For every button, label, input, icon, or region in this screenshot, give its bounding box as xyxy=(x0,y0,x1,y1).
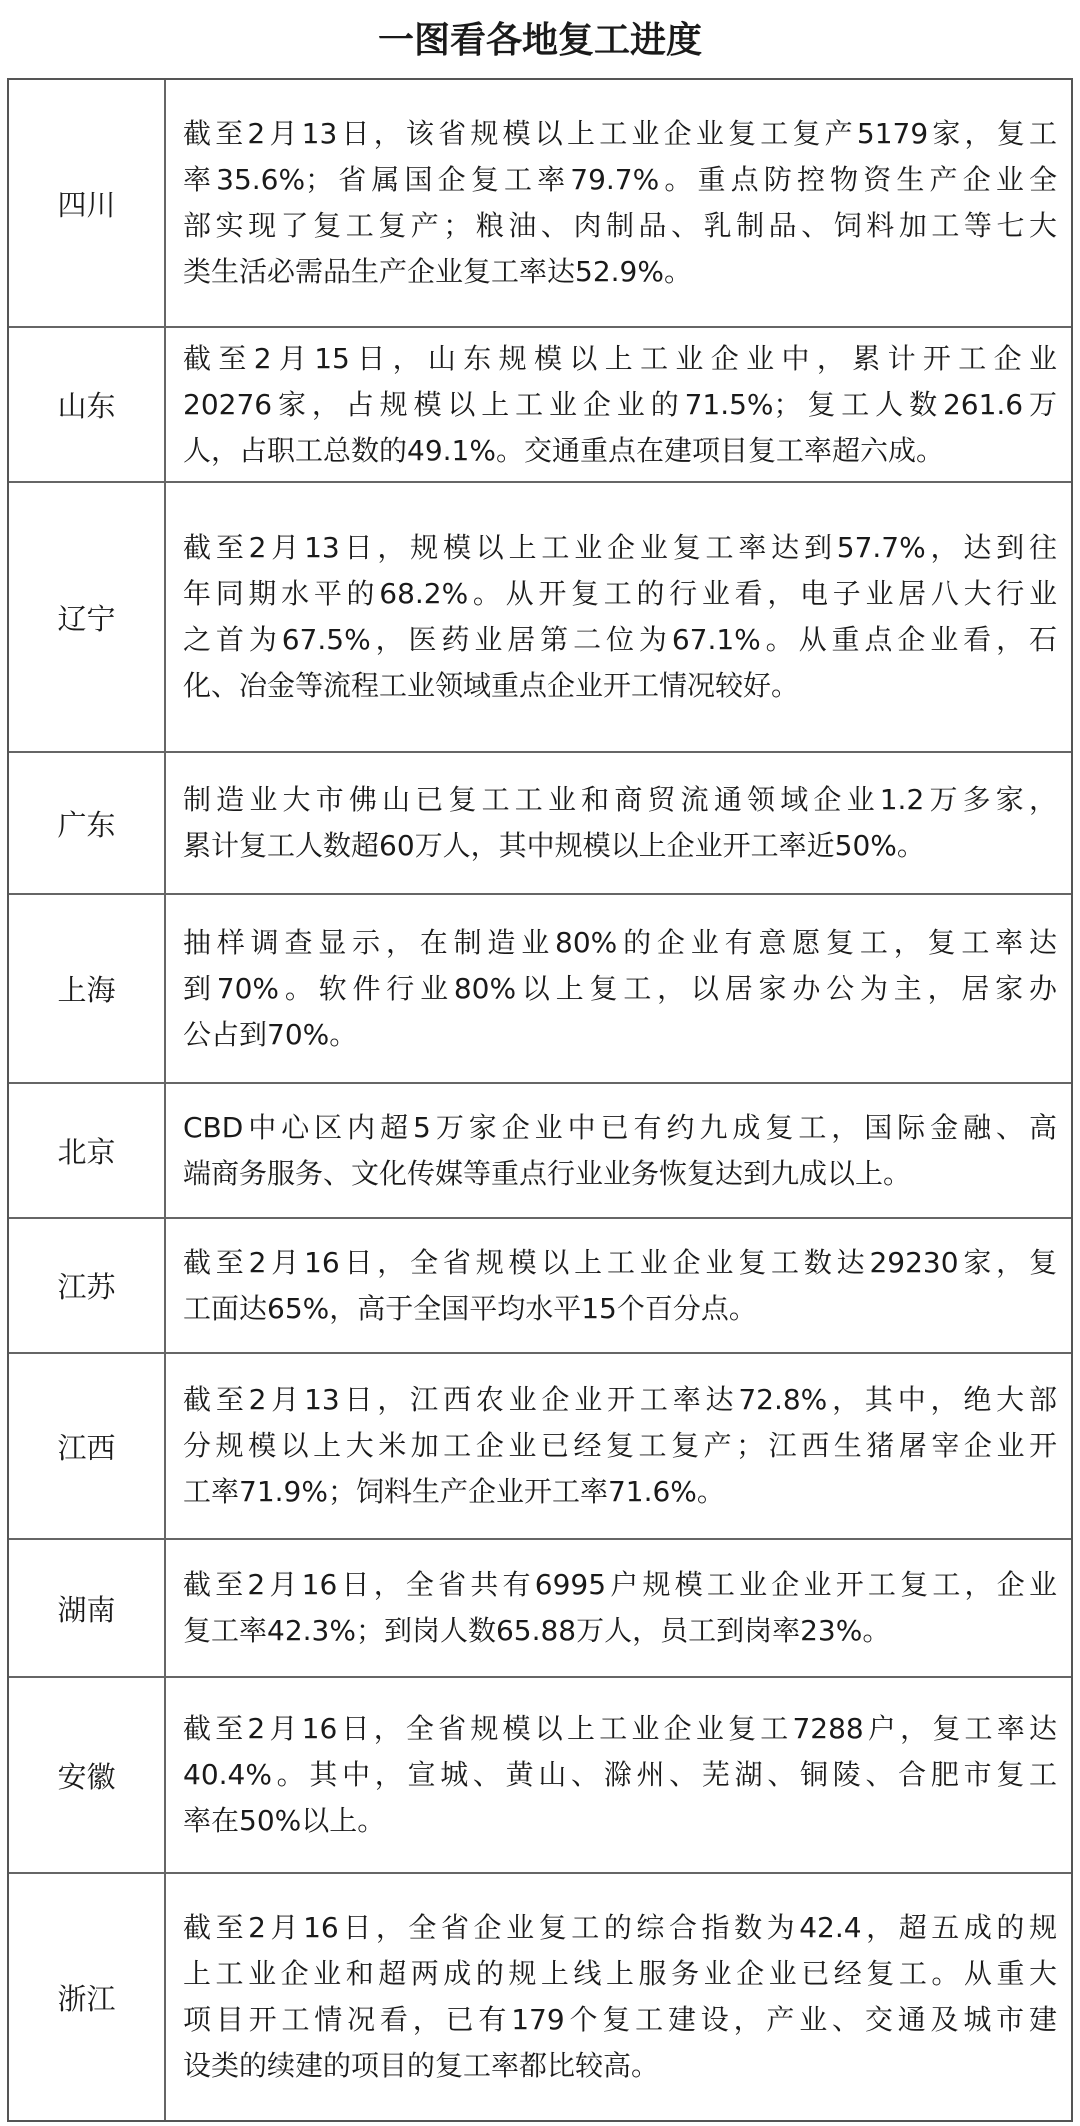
description-line: 化、冶金等流程工业领域重点企业开工情况较好。 xyxy=(183,669,800,702)
description-cell xyxy=(166,1678,1071,1872)
table-row xyxy=(9,1217,1071,1352)
description-line: 截至2月16日，全省规模以上工业企业复工7288户，复工率达 xyxy=(183,1712,1057,1745)
description-line: 截至2月16日，全省企业复工的综合指数为42.4，超五成的规 xyxy=(183,1911,1057,1944)
description-line: 到70%。软件行业80%以上复工，以居家办公为主，居家办 xyxy=(183,971,1057,1005)
province-cell: 江苏 xyxy=(9,1219,166,1352)
description-line: 上工业企业和超两成的规上线上服务业企业已经复工。从重大 xyxy=(183,1957,1057,1990)
description-line: 截至2月13日，规模以上工业企业复工率达到57.7%，达到往 xyxy=(183,531,1057,564)
description-cell xyxy=(166,1084,1071,1217)
description-line: 工率71.9%；饲料生产企业开工率71.6%。 xyxy=(183,1475,725,1508)
description-cell xyxy=(166,328,1071,481)
province-cell: 江西 xyxy=(9,1354,166,1538)
description-cell xyxy=(166,1540,1071,1676)
description-line: 40.4%。其中，宣城、黄山、滁州、芜湖、铜陵、合肥市复工 xyxy=(183,1758,1057,1791)
province-cell: 广东 xyxy=(9,753,166,893)
province-cell: 安徽 xyxy=(9,1678,166,1872)
description-line: 截至2月15日，山东规模以上工业企业中，累计开工企业 xyxy=(183,341,1057,375)
description-line: 类生活必需品生产企业复工率达52.9%。 xyxy=(183,255,692,288)
description-cell xyxy=(166,1219,1071,1352)
description-line: 制造业大市佛山已复工工业和商贸流通领域企业1.2万多家， xyxy=(183,783,1057,816)
description-line: 分规模以上大米加工企业已经复工复产；江西生猪屠宰企业开 xyxy=(183,1429,1057,1462)
table-row xyxy=(9,1676,1071,1872)
description-line: 累计复工人数超60万人，其中规模以上企业开工率近50%。 xyxy=(183,829,925,862)
description-line: 人，占职工总数的49.1%。交通重点在建项目复工率超六成。 xyxy=(183,433,944,467)
province-cell: 浙江 xyxy=(9,1874,166,2120)
table-row xyxy=(9,1872,1071,2120)
description-cell xyxy=(166,80,1071,326)
description-line: 率35.6%；省属国企复工率79.7%。重点防控物资生产企业全 xyxy=(183,163,1057,196)
description-line: 截至2月13日，江西农业企业开工率达72.8%，其中，绝大部 xyxy=(183,1383,1057,1416)
description-line: 工面达65%，高于全国平均水平15个百分点。 xyxy=(183,1291,757,1325)
page-title: 一图看各地复工进度 xyxy=(377,20,702,61)
description-line: 截至2月16日，全省共有6995户规模工业企业开工复工，企业 xyxy=(183,1568,1057,1601)
table-row xyxy=(9,326,1071,481)
description-line: 抽样调查显示，在制造业80%的企业有意愿复工，复工率达 xyxy=(183,925,1057,959)
table-row xyxy=(9,481,1071,751)
province-cell: 四川 xyxy=(9,80,166,326)
description-line: 项目开工情况看，已有179个复工建设，产业、交通及城市建 xyxy=(183,2003,1057,2036)
description-line: 20276家，占规模以上工业企业的71.5%；复工人数261.6万 xyxy=(183,387,1057,421)
description-line: 率在50%以上。 xyxy=(183,1804,386,1837)
progress-table xyxy=(7,78,1073,2122)
province-cell: 北京 xyxy=(9,1084,166,1217)
table-row xyxy=(9,1352,1071,1538)
description-line: 截至2月16日，全省规模以上工业企业复工数达29230家，复 xyxy=(183,1245,1057,1279)
description-line: 端商务服务、文化传媒等重点行业业务恢复达到九成以上。 xyxy=(183,1156,912,1190)
table-row xyxy=(9,751,1071,893)
description-line: CBD中心区内超5万家企业中已有约九成复工，国际金融、高 xyxy=(183,1110,1057,1144)
description-cell xyxy=(166,753,1071,893)
province-cell: 山东 xyxy=(9,328,166,481)
province-cell: 辽宁 xyxy=(9,483,166,751)
description-line: 公占到70%。 xyxy=(183,1017,358,1051)
description-line: 复工率42.3%；到岗人数65.88万人，员工到岗率23%。 xyxy=(183,1614,891,1647)
table-row xyxy=(9,893,1071,1082)
table-row xyxy=(9,1082,1071,1217)
description-line: 截至2月13日，该省规模以上工业企业复工复产5179家，复工 xyxy=(183,117,1057,150)
description-line: 设类的续建的项目的复工率都比较高。 xyxy=(183,2049,660,2082)
description-cell xyxy=(166,483,1071,751)
table-row xyxy=(9,80,1071,326)
province-cell: 上海 xyxy=(9,895,166,1082)
description-line: 部实现了复工复产；粮油、肉制品、乳制品、饲料加工等七大 xyxy=(183,209,1057,242)
description-cell xyxy=(166,1874,1071,2120)
description-line: 之首为67.5%，医药业居第二位为67.1%。从重点企业看，石 xyxy=(183,623,1057,656)
table-row xyxy=(9,1538,1071,1676)
description-line: 年同期水平的68.2%。从开复工的行业看，电子业居八大行业 xyxy=(183,577,1057,610)
province-cell: 湖南 xyxy=(9,1540,166,1676)
description-cell xyxy=(166,1354,1071,1538)
description-cell xyxy=(166,895,1071,1082)
